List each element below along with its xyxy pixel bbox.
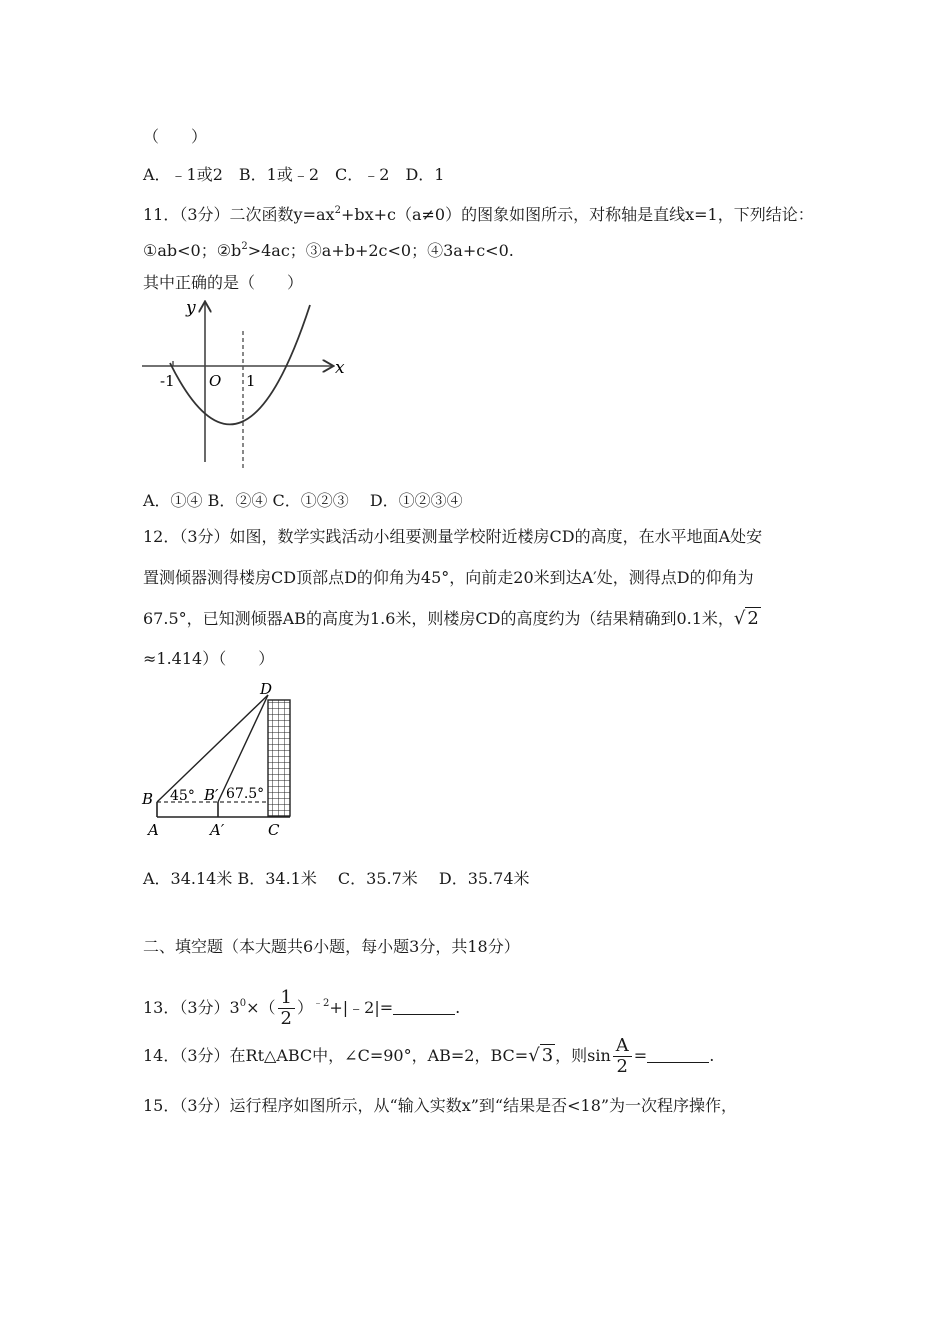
x-axis-label: x <box>335 358 345 378</box>
point-b-label: B <box>142 790 154 808</box>
angle-45-label: 45° <box>170 788 195 804</box>
y-axis-label: y <box>186 298 196 318</box>
q10-paren: （ ） <box>143 127 208 146</box>
point-d-label: D <box>260 680 273 698</box>
sqrt-three: √ 3 <box>528 1045 554 1066</box>
q12-line4: ≈1.414）（ ） <box>143 649 275 668</box>
q13-denominator: 2 <box>280 1008 292 1029</box>
q11-stem-part: 11．（3分）二次函数y=ax <box>143 205 335 224</box>
q11-ask: 其中正确的是（ ） <box>143 273 304 292</box>
q11-stem <box>143 200 814 226</box>
point-b-prime-label: B′ <box>204 786 219 804</box>
parabola-graph <box>140 295 350 470</box>
q13-sup-zero: 0 <box>239 998 247 1009</box>
angle-67-5-label: 67.5° <box>226 786 265 802</box>
q13 <box>143 982 460 1030</box>
q13-part: ） <box>296 998 313 1017</box>
q14-numerator: A <box>613 1036 632 1057</box>
origin-label: O <box>209 372 222 390</box>
q12-line1: 12．（3分）如图，数学实践活动小组要测量学校附近楼房CD的高度，在水平地面A处安 <box>143 527 763 546</box>
q14-part: ，则sin <box>555 1046 611 1065</box>
section-2-title: 二、填空题（本大题共6小题，每小题3分，共18分） <box>143 937 520 956</box>
q14-answer-blank[interactable] <box>647 1048 709 1063</box>
parabola-curve <box>170 305 310 424</box>
q12-line2: 置测倾器测得楼房CD顶部点D的仰角为45°，向前走20米到达A′处，测得点D的仰角为 <box>143 568 754 587</box>
q14-denominator: 2 <box>616 1056 628 1077</box>
sqrt-radicand: 2 <box>747 608 759 629</box>
sqrt-two: √ 2 <box>733 608 759 629</box>
tick-label-one: 1 <box>246 372 256 390</box>
building-cd <box>268 700 290 816</box>
q11-options: A．①④ B．②④ C．①②③ D．①②③④ <box>143 491 463 510</box>
q14-end: . <box>709 1046 715 1065</box>
q15-stem: 15．（3分）运行程序如图所示，从“输入实数x”到“结果是否<18”为一次程序操作， <box>143 1096 738 1115</box>
point-c-label: C <box>268 821 280 839</box>
q12-line3-text: 67.5°，已知测倾器AB的高度为1.6米，则楼房CD的高度约为（结果精确到0.1米， <box>143 609 734 628</box>
q13-end: . <box>455 998 461 1017</box>
q11-conclusions <box>143 236 514 262</box>
tick-label-neg-one: -1 <box>160 372 175 390</box>
q10-options: A．﹣1或2 B．1或﹣2 C．﹣2 D．1 <box>143 165 445 184</box>
q11-stem-sup: 2 <box>334 205 341 216</box>
q11-conc-part: >4ac；③a+b+2c<0；④3a+c<0. <box>247 241 514 260</box>
point-a-prime-label: A′ <box>210 821 225 839</box>
q13-part: +|﹣2|= <box>329 998 394 1017</box>
point-a-label: A <box>148 821 159 839</box>
q14-fraction <box>613 1036 632 1077</box>
q13-fraction <box>278 988 295 1029</box>
building-figure <box>140 678 310 840</box>
q11-conc-part: ①ab<0；②b <box>143 241 242 260</box>
q13-part: ×（ <box>246 998 276 1017</box>
q13-part: 13．（3分）3 <box>143 998 240 1017</box>
q13-sup-neg-two: ﹣2 <box>313 998 330 1009</box>
q11-stem-part: +bx+c（a≠0）的图象如图所示，对称轴是直线x=1，下列结论： <box>340 205 814 224</box>
sqrt-radicand: 3 <box>541 1045 554 1066</box>
q12-options: A．34.14米 B．34.1米 C．35.7米 D．35.74米 <box>143 869 530 888</box>
q13-numerator: 1 <box>278 988 295 1009</box>
q14 <box>143 1034 714 1078</box>
q12-line3 <box>143 608 761 630</box>
q11-conc-sup: 2 <box>241 241 248 252</box>
q14-part: = <box>633 1046 648 1065</box>
q13-answer-blank[interactable] <box>393 1000 455 1015</box>
q14-part: 14．（3分）在Rt△ABC中，∠C=90°，AB=2，BC= <box>143 1046 529 1065</box>
